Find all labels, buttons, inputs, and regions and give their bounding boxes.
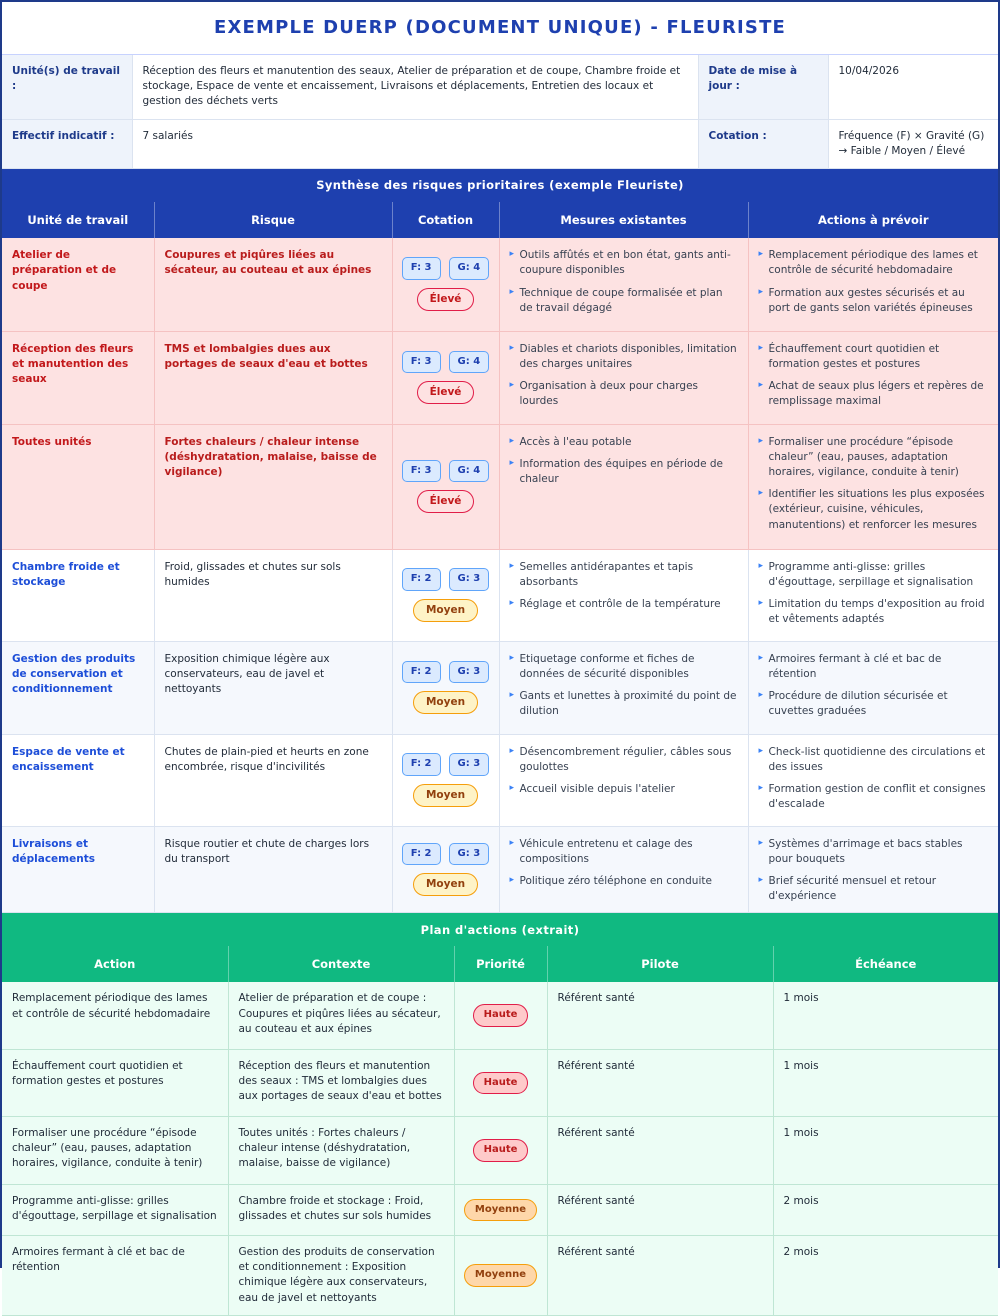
risk-unit: Gestion des produits de conservation et conditionnement xyxy=(2,641,154,734)
plan-table xyxy=(2,982,998,1315)
plan-row xyxy=(2,1184,998,1235)
planned-actions xyxy=(748,549,998,641)
synthesis-header xyxy=(2,202,998,238)
existing-measures xyxy=(499,641,748,734)
priority-badge: Moyenne xyxy=(464,1264,537,1287)
col-measures: Mesures existantes xyxy=(499,202,748,238)
risk-level-badge: Élevé xyxy=(417,381,475,404)
measure-item: ▸ Etiquetage conforme et fiches de données de sécurité disponibles xyxy=(510,652,738,682)
info-table xyxy=(2,55,998,169)
measure-item: ▸ Désencombrement régulier, câbles sous goulottes xyxy=(510,745,738,775)
risk-unit: Toutes unités xyxy=(2,424,154,549)
measure-item: ▸ Organisation à deux pour charges lourdes xyxy=(510,379,738,409)
risk-rating xyxy=(392,424,499,549)
plan-priority xyxy=(454,1116,547,1184)
measure-item: ▸ Information des équipes en période de chaleur xyxy=(510,457,738,487)
priority-badge: Haute xyxy=(473,1072,529,1095)
gravity-pill: G: 3 xyxy=(449,661,490,684)
priority-badge: Haute xyxy=(473,1004,529,1027)
col-pilot: Pilote xyxy=(547,946,773,982)
existing-measures xyxy=(499,734,748,826)
staff-label: Effectif indicatif : xyxy=(2,119,132,168)
plan-header xyxy=(2,946,998,982)
plan-row xyxy=(2,1049,998,1116)
plan-context: Gestion des produits de conservation et conditionnement : Exposition chimique légère aux conservateurs, eau de javel et nettoyants xyxy=(228,1235,454,1315)
actions-list xyxy=(759,837,989,905)
units-value: Réception des fleurs et manutention des seaux, Atelier de préparation et de coupe, Chambre froide et stockage, Espace de vente et encaissement, Livraisons et déplacements, Entretien des locaux et gestion des déchets verts xyxy=(132,55,698,119)
risk-description: Chutes de plain-pied et heurts en zone encombrée, risque d'incivilités xyxy=(154,734,392,826)
measure-item: ▸ Réglage et contrôle de la température xyxy=(510,597,738,612)
frequency-gravity-pills xyxy=(397,843,495,866)
plan-pilot: Référent santé xyxy=(547,1235,773,1315)
plan-action: Armoires fermant à clé et bac de rétention xyxy=(2,1235,228,1315)
plan-pilot: Référent santé xyxy=(547,1116,773,1184)
risk-row xyxy=(2,331,998,424)
frequency-pill: F: 3 xyxy=(402,257,441,280)
existing-measures xyxy=(499,331,748,424)
actions-list xyxy=(759,745,989,813)
risk-rating xyxy=(392,549,499,641)
actions-list xyxy=(759,652,989,720)
planned-actions xyxy=(748,238,998,331)
plan-deadline: 1 mois xyxy=(773,982,998,1049)
frequency-pill: F: 2 xyxy=(402,661,441,684)
risk-level-badge: Moyen xyxy=(413,873,478,896)
action-item: ▸ Armoires fermant à clé et bac de rétention xyxy=(759,652,989,682)
date-label: Date de mise à jour : xyxy=(698,55,828,119)
risk-description: Fortes chaleurs / chaleur intense (déshydratation, malaise, baisse de vigilance) xyxy=(154,424,392,549)
existing-measures xyxy=(499,549,748,641)
risk-rating xyxy=(392,331,499,424)
col-deadline: Échéance xyxy=(773,946,998,982)
rating-label: Cotation : xyxy=(698,119,828,168)
plan-action: Programme anti-glisse: grilles d'égouttage, serpillage et signalisation xyxy=(2,1184,228,1235)
frequency-gravity-pills xyxy=(397,661,495,684)
plan-title: Plan d'actions (extrait) xyxy=(2,913,998,946)
risk-row xyxy=(2,549,998,641)
plan-context: Réception des fleurs et manutention des seaux : TMS et lombalgies dues aux portages de seaux d'eau et bottes xyxy=(228,1049,454,1116)
col-action: Action xyxy=(2,946,228,982)
measures-list xyxy=(510,248,738,316)
col-unit: Unité de travail xyxy=(2,202,154,238)
risk-unit: Livraisons et déplacements xyxy=(2,826,154,913)
actions-list xyxy=(759,560,989,628)
plan-pilot: Référent santé xyxy=(547,1049,773,1116)
action-item: ▸ Remplacement périodique des lames et contrôle de sécurité hebdomadaire xyxy=(759,248,989,278)
measure-item: ▸ Politique zéro téléphone en conduite xyxy=(510,874,738,889)
frequency-pill: F: 2 xyxy=(402,753,441,776)
measure-item: ▸ Diables et chariots disponibles, limitation des charges unitaires xyxy=(510,342,738,372)
col-priority: Priorité xyxy=(454,946,547,982)
col-rating: Cotation xyxy=(392,202,499,238)
plan-deadline: 1 mois xyxy=(773,1116,998,1184)
action-item: ▸ Achat de seaux plus légers et repères de remplissage maximal xyxy=(759,379,989,409)
plan-context: Atelier de préparation et de coupe : Coupures et piqûres liées au sécateur, au couteau et aux épines xyxy=(228,982,454,1049)
action-item: ▸ Check-list quotidienne des circulations et des issues xyxy=(759,745,989,775)
measures-list xyxy=(510,342,738,410)
risk-description: Froid, glissades et chutes sur sols humides xyxy=(154,549,392,641)
risk-level-badge: Moyen xyxy=(413,784,478,807)
frequency-gravity-pills xyxy=(397,351,495,374)
plan-deadline: 2 mois xyxy=(773,1184,998,1235)
synthesis-table xyxy=(2,238,998,913)
gravity-pill: G: 3 xyxy=(449,753,490,776)
risk-row xyxy=(2,424,998,549)
units-label: Unité(s) de travail : xyxy=(2,55,132,119)
action-item: ▸ Échauffement court quotidien et formation gestes et postures xyxy=(759,342,989,372)
existing-measures xyxy=(499,238,748,331)
risk-unit: Réception des fleurs et manutention des seaux xyxy=(2,331,154,424)
frequency-gravity-pills xyxy=(397,568,495,591)
risk-row xyxy=(2,238,998,331)
planned-actions xyxy=(748,641,998,734)
plan-pilot: Référent santé xyxy=(547,982,773,1049)
risk-description: Exposition chimique légère aux conservateurs, eau de javel et nettoyants xyxy=(154,641,392,734)
plan-action: Formaliser une procédure “épisode chaleur” (eau, pauses, adaptation horaires, vigilance, conduite à tenir) xyxy=(2,1116,228,1184)
gravity-pill: G: 3 xyxy=(449,568,490,591)
planned-actions xyxy=(748,826,998,913)
action-item: ▸ Programme anti-glisse: grilles d'égouttage, serpillage et signalisation xyxy=(759,560,989,590)
plan-action: Échauffement court quotidien et formation gestes et postures xyxy=(2,1049,228,1116)
risk-unit: Chambre froide et stockage xyxy=(2,549,154,641)
gravity-pill: G: 3 xyxy=(449,843,490,866)
frequency-gravity-pills xyxy=(397,753,495,776)
action-item: ▸ Brief sécurité mensuel et retour d'expérience xyxy=(759,874,989,904)
action-item: ▸ Formation aux gestes sécurisés et au port de gants selon variétés épineuses xyxy=(759,286,989,316)
plan-row xyxy=(2,982,998,1049)
risk-rating xyxy=(392,734,499,826)
action-item: ▸ Identifier les situations les plus exposées (extérieur, cuisine, véhicules, manutentions) et renforcer les mesures xyxy=(759,487,989,533)
risk-rating xyxy=(392,826,499,913)
frequency-pill: F: 3 xyxy=(402,351,441,374)
measure-item: ▸ Véhicule entretenu et calage des compositions xyxy=(510,837,738,867)
gravity-pill: G: 4 xyxy=(449,351,490,374)
date-value: 10/04/2026 xyxy=(828,55,998,119)
plan-row xyxy=(2,1235,998,1315)
measures-list xyxy=(510,837,738,890)
risk-description: Coupures et piqûres liées au sécateur, au couteau et aux épines xyxy=(154,238,392,331)
gravity-pill: G: 4 xyxy=(449,460,490,483)
action-item: ▸ Procédure de dilution sécurisée et cuvettes graduées xyxy=(759,689,989,719)
risk-level-badge: Moyen xyxy=(413,599,478,622)
col-context: Contexte xyxy=(228,946,454,982)
action-item: ▸ Formation gestion de conflit et consignes d'escalade xyxy=(759,782,989,812)
frequency-gravity-pills xyxy=(397,460,495,483)
risk-row xyxy=(2,734,998,826)
planned-actions xyxy=(748,331,998,424)
planned-actions xyxy=(748,734,998,826)
plan-context: Chambre froide et stockage : Froid, glissades et chutes sur sols humides xyxy=(228,1184,454,1235)
actions-list xyxy=(759,248,989,316)
measure-item: ▸ Outils affûtés et en bon état, gants anti-coupure disponibles xyxy=(510,248,738,278)
measure-item: ▸ Accès à l'eau potable xyxy=(510,435,738,450)
plan-row xyxy=(2,1116,998,1184)
priority-badge: Moyenne xyxy=(464,1199,537,1222)
measures-list xyxy=(510,652,738,720)
action-item: ▸ Formaliser une procédure “épisode chaleur” (eau, pauses, adaptation horaires, vigilance, conduite à tenir) xyxy=(759,435,989,481)
frequency-pill: F: 3 xyxy=(402,460,441,483)
staff-value: 7 salariés xyxy=(132,119,698,168)
action-item: ▸ Limitation du temps d'exposition au froid et vêtements adaptés xyxy=(759,597,989,627)
measures-list xyxy=(510,435,738,488)
plan-priority xyxy=(454,1049,547,1116)
measures-list xyxy=(510,560,738,613)
priority-badge: Haute xyxy=(473,1139,529,1162)
rating-value: Fréquence (F) × Gravité (G) → Faible / Moyen / Élevé xyxy=(828,119,998,168)
plan-priority xyxy=(454,1184,547,1235)
measure-item: ▸ Semelles antidérapantes et tapis absorbants xyxy=(510,560,738,590)
planned-actions xyxy=(748,424,998,549)
existing-measures xyxy=(499,424,748,549)
measure-item: ▸ Technique de coupe formalisée et plan de travail dégagé xyxy=(510,286,738,316)
risk-unit: Atelier de préparation et de coupe xyxy=(2,238,154,331)
risk-description: TMS et lombalgies dues aux portages de seaux d'eau et bottes xyxy=(154,331,392,424)
actions-list xyxy=(759,342,989,410)
risk-level-badge: Élevé xyxy=(417,490,475,513)
plan-pilot: Référent santé xyxy=(547,1184,773,1235)
frequency-pill: F: 2 xyxy=(402,843,441,866)
frequency-gravity-pills xyxy=(397,257,495,280)
measure-item: ▸ Gants et lunettes à proximité du point de dilution xyxy=(510,689,738,719)
risk-description: Risque routier et chute de charges lors du transport xyxy=(154,826,392,913)
action-item: ▸ Systèmes d'arrimage et bacs stables pour bouquets xyxy=(759,837,989,867)
risk-level-badge: Élevé xyxy=(417,288,475,311)
actions-list xyxy=(759,435,989,533)
risk-unit: Espace de vente et encaissement xyxy=(2,734,154,826)
risk-rating xyxy=(392,641,499,734)
existing-measures xyxy=(499,826,748,913)
frequency-pill: F: 2 xyxy=(402,568,441,591)
plan-priority xyxy=(454,982,547,1049)
plan-context: Toutes unités : Fortes chaleurs / chaleur intense (déshydratation, malaise, baisse de vigilance) xyxy=(228,1116,454,1184)
risk-rating xyxy=(392,238,499,331)
col-actions: Actions à prévoir xyxy=(748,202,998,238)
plan-action: Remplacement périodique des lames et contrôle de sécurité hebdomadaire xyxy=(2,982,228,1049)
risk-row xyxy=(2,641,998,734)
document-title: EXEMPLE DUERP (DOCUMENT UNIQUE) - FLEURISTE xyxy=(2,2,998,55)
measures-list xyxy=(510,745,738,798)
measure-item: ▸ Accueil visible depuis l'atelier xyxy=(510,782,738,797)
risk-row xyxy=(2,826,998,913)
plan-priority xyxy=(454,1235,547,1315)
plan-deadline: 2 mois xyxy=(773,1235,998,1315)
risk-level-badge: Moyen xyxy=(413,691,478,714)
gravity-pill: G: 4 xyxy=(449,257,490,280)
plan-deadline: 1 mois xyxy=(773,1049,998,1116)
synthesis-title: Synthèse des risques prioritaires (exemple Fleuriste) xyxy=(2,169,998,202)
col-risk: Risque xyxy=(154,202,392,238)
